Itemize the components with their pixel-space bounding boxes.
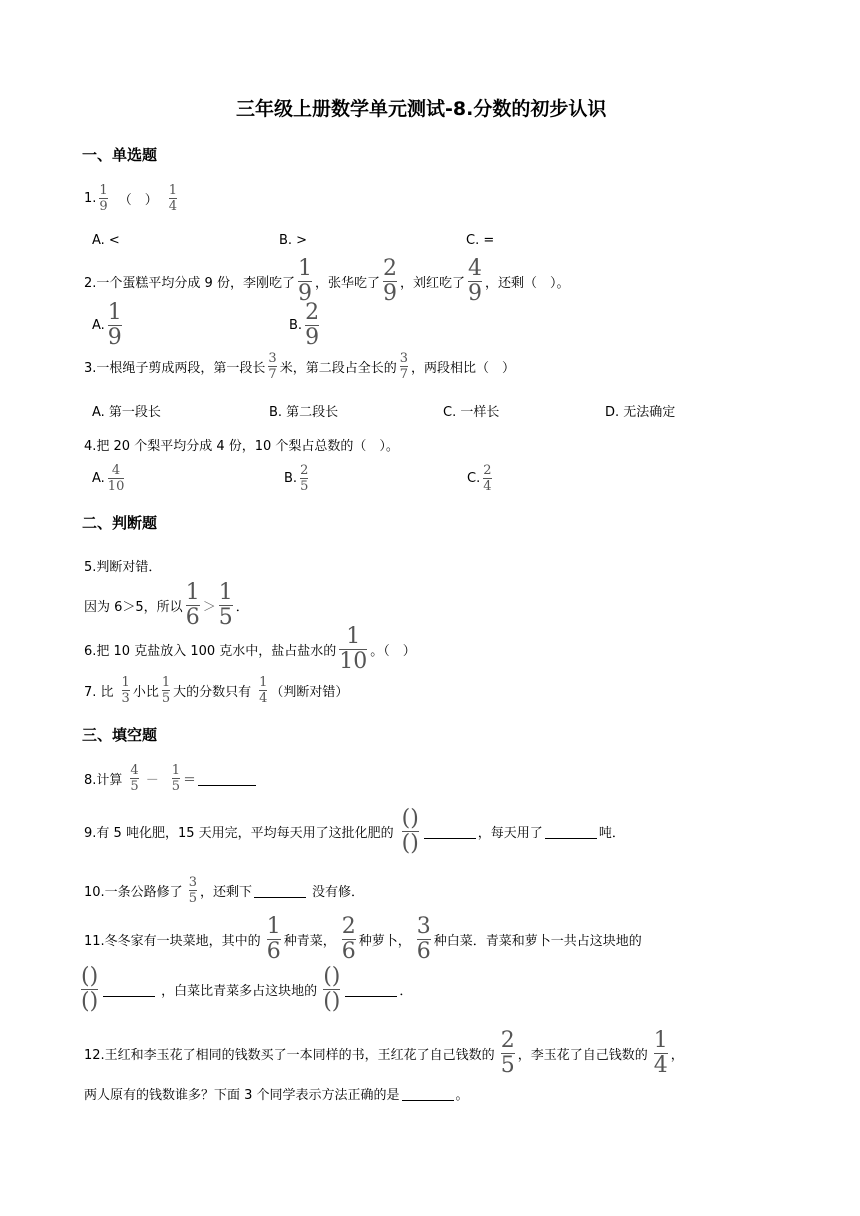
fraction: $\frac{1}{6}$: [266, 914, 281, 964]
fraction: $\frac{1}{9}$: [99, 183, 108, 214]
question-text: ．: [399, 984, 413, 999]
page-title: 三年级上册数学单元测试-8.分数的初步认识: [236, 98, 607, 120]
question-text: ，张华吃了: [314, 276, 380, 291]
question-11-line-1: [84, 916, 642, 963]
option-a[interactable]: A. <: [92, 233, 120, 248]
fraction: $\frac{1}{10}$: [339, 624, 368, 674]
question-text: 种萝卜，: [358, 934, 411, 949]
answer-paren: （ ）: [118, 193, 158, 208]
fraction: $\frac{3}{7}$: [268, 351, 277, 382]
fraction: $\frac{1}{3}$: [121, 675, 130, 706]
option-a[interactable]: A. 第一段长: [92, 405, 161, 420]
fraction: $\frac{1}{5}$: [161, 675, 171, 706]
fraction: $\frac{4}{10}$: [107, 463, 125, 494]
section-heading-true-false: 二、判断题: [82, 514, 158, 532]
question-text: 2.一个蛋糕平均分成 9 份，李刚吃了: [84, 276, 295, 291]
empty-fraction: $\frac{()}{()}$: [401, 806, 419, 856]
fraction: $\frac{3}{7}$: [399, 351, 408, 382]
question-text: 3.一根绳子剪成两段，第一段长: [84, 361, 266, 376]
question-text: 。（ ）: [370, 644, 416, 659]
section-heading-fill-in: 三、填空题: [82, 726, 158, 744]
question-text: 12.王红和李玉花了相同的钱数买了一本同样的书，王红花了自己钱数的: [84, 1048, 495, 1063]
question-7: [84, 676, 348, 705]
fraction: $\frac{2}{6}$: [341, 914, 356, 964]
question-text: 8.计算: [84, 773, 123, 788]
question-text: 没有修．: [311, 885, 364, 900]
option-b[interactable]: [284, 464, 311, 493]
question-number: 1.: [84, 191, 97, 206]
fraction: $\frac{3}{6}$: [416, 914, 431, 964]
option-d[interactable]: D. 无法确定: [605, 405, 676, 420]
fraction: $\frac{1}{4}$: [259, 675, 268, 706]
answer-blank[interactable]: [545, 837, 597, 839]
option-b[interactable]: B. 第二段长: [269, 405, 339, 420]
option-label: B.: [284, 471, 298, 486]
option-a[interactable]: [92, 302, 125, 349]
question-6: [84, 626, 416, 673]
fraction: $\frac{3}{5}$: [188, 875, 197, 906]
answer-blank[interactable]: [103, 995, 155, 997]
question-text: ，: [670, 1048, 684, 1063]
question-5-line-2: [84, 582, 249, 629]
fraction: $\frac{1}{4}$: [168, 183, 177, 214]
fraction: $\frac{1}{5}$: [171, 763, 180, 794]
question-text: 7. 比: [84, 685, 114, 700]
fraction: $\frac{2}{9}$: [305, 300, 320, 350]
question-text: 6.把 10 克盐放入 100 克水中，盐占盐水的: [84, 644, 337, 659]
option-c[interactable]: C. 一样长: [443, 405, 500, 420]
question-2: [84, 258, 570, 305]
question-text: ，每天用了: [477, 826, 543, 841]
option-c[interactable]: C. =: [466, 233, 495, 248]
option-a[interactable]: [92, 464, 127, 493]
question-text: 。: [455, 1088, 469, 1103]
fraction: $\frac{2}{5}$: [300, 463, 309, 494]
question-11-line-2: [78, 966, 412, 1013]
question-text: ，还剩下: [199, 885, 252, 900]
question-5-line-1: 5.判断对错．: [84, 560, 162, 575]
answer-blank[interactable]: [402, 1099, 454, 1101]
fraction: $\frac{4}{9}$: [467, 256, 482, 306]
question-4: 4.把 20 个梨平均分成 4 份，10 个梨占总数的（ ）。: [84, 439, 399, 454]
question-text: 11.冬冬家有一块菜地，其中的: [84, 934, 261, 949]
answer-blank[interactable]: [198, 784, 256, 786]
question-3: [84, 352, 515, 381]
question-text: ，还剩（ ）。: [484, 276, 570, 291]
question-text: 米，第二段占全长的: [279, 361, 397, 376]
option-label: A.: [92, 318, 105, 333]
question-1: [84, 184, 180, 213]
option-b[interactable]: B. >: [279, 233, 308, 248]
question-text: ，刘红吃了: [399, 276, 465, 291]
question-text: 10.一条公路修了: [84, 885, 183, 900]
question-text: 两人原有的钱数谁多？下面 3 个同学表示方法正确的是: [84, 1088, 400, 1103]
fraction: $\frac{1}{6}$: [185, 580, 200, 630]
section-heading-single-choice: 一、单选题: [82, 146, 158, 164]
question-12-line-1: [84, 1030, 684, 1077]
question-text: 大的分数只有: [173, 685, 252, 700]
question-text: 种青菜，: [283, 934, 336, 949]
empty-fraction: $\frac{()}{()}$: [323, 964, 341, 1014]
option-label: B.: [289, 318, 303, 333]
fraction: $\frac{2}{5}$: [500, 1028, 515, 1078]
answer-blank[interactable]: [424, 837, 476, 839]
fraction: $\frac{1}{9}$: [107, 300, 122, 350]
fraction: $\frac{1}{4}$: [653, 1028, 668, 1078]
answer-blank[interactable]: [345, 995, 397, 997]
question-9: [84, 808, 625, 855]
question-text: 9.有 5 吨化肥，15 天用完，平均每天用了这批化肥的: [84, 826, 394, 841]
greater-than-sign: ＞: [202, 600, 216, 615]
question-text: 种白菜．青菜和萝卜一共占这块地的: [433, 934, 642, 949]
answer-blank[interactable]: [254, 896, 306, 898]
question-text: 吨．: [598, 826, 625, 841]
question-text: ，两段相比（ ）: [410, 361, 515, 376]
option-c[interactable]: [467, 464, 495, 493]
fraction: $\frac{2}{4}$: [483, 463, 492, 494]
option-b[interactable]: [289, 302, 322, 349]
minus-sign: －: [145, 773, 159, 788]
question-text: 因为 6＞5，所以: [84, 600, 183, 615]
option-label: A.: [92, 471, 105, 486]
question-text: ．: [235, 600, 249, 615]
question-text: 小比: [132, 685, 159, 700]
question-10: [84, 876, 364, 905]
option-label: C.: [467, 471, 481, 486]
equals-sign: ＝: [182, 773, 196, 788]
fraction: $\frac{2}{9}$: [382, 256, 397, 306]
question-text: ，白菜比青菜多占这块地的: [161, 984, 318, 999]
fraction: $\frac{1}{9}$: [297, 256, 312, 306]
question-12-line-2: [84, 1084, 469, 1103]
fraction: $\frac{4}{5}$: [130, 763, 139, 794]
question-text: ，李玉花了自己钱数的: [517, 1048, 648, 1063]
question-text: （判断对错）: [270, 685, 349, 700]
question-8: [84, 764, 258, 793]
fraction: $\frac{1}{5}$: [218, 580, 233, 630]
empty-fraction: $\frac{()}{()}$: [81, 964, 99, 1014]
